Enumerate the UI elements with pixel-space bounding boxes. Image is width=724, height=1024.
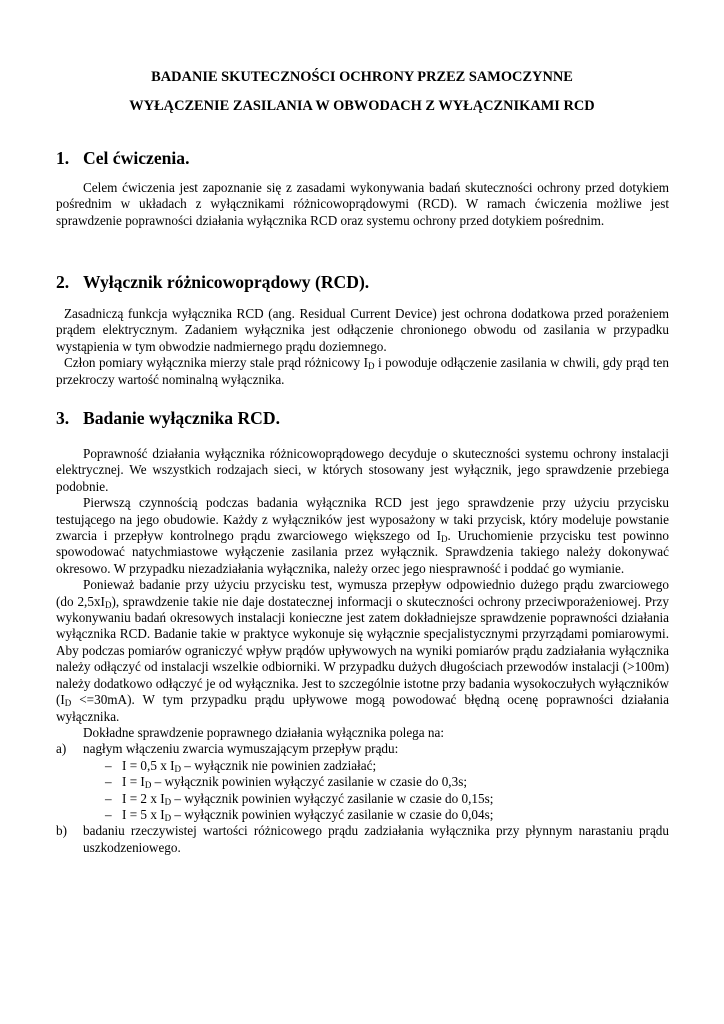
paragraph: Ponieważ badanie przy użyciu przycisku test, wymusza przepływ odpowiednio dużego prądu zwarciowego (do $2,5xI_D$), sprawdzenie takie nie daje dostatecznej informacji o skuteczności ochrony przeciwporażeniowej. Przy wykonywaniu badań okresowych instalacji konieczne jest zatem dokładniejsze sprawdzenie poprawności działania wyłącznika RCD. Badanie takie w praktyce wykonuje się wyłącznie specjalistycznymi przyrządami pomiarowymi. Aby podczas pomiarów ograniczyć wpływ prądów upływowych na wyniki pomiarów prądu zadziałania wyłącznika należy odłączyć od instalacji wszelkie odbiorniki. W przypadku dużych długościach przewodów instalacji (>100m) należy dodatkowo odłączyć je od wyłącznika. Jest to szczególnie istotne przy badania wysokoczułych wyłączników $(I_D <=30mA)$. W tym przypadku prądu upływowe mogą powodować błędną ocenę poprawności działania wyłącznika.	[56, 577, 669, 724]
list-marker: b)	[56, 823, 67, 839]
paragraph: Pierwszą czynnością podczas badania wyłącznika RCD jest jego sprawdzenie przy użyciu przycisku testującego na jego obudowie. Każdy z wyłączników jest wyposażony w taki przycisk, który modeluje powstanie zwarcia i przepływ kontrolnego prądu zwarciowego większego od $I_D$. Uruchomienie przycisku test powinno spowodować natychmiastowe wyłączenie zasilania przez wyłącznik. Sprawdzenia takiego należy dokonywać okresowo. W przypadku niezadziałania wyłącznika, należy orzec jego niesprawność i poddać go wymianie.	[56, 495, 669, 576]
section-number: 1.	[56, 148, 70, 168]
dash-item: – I = 5 x $I_D$ – wyłącznik powinien wyłączyć zasilanie w czasie do 0,04s;	[105, 806, 494, 823]
dash-marker: –	[105, 757, 112, 773]
section-2-heading	[56, 271, 676, 293]
dash-item: – I = 2 x $I_D$ – wyłącznik powinien wyłączyć zasilanie w czasie do 0,15s;	[105, 790, 494, 807]
section-3-heading	[56, 407, 676, 429]
list-marker: a)	[56, 741, 67, 757]
paragraph: Poprawność działania wyłącznika różnicowoprądowego decyduje o skuteczności systemu ochrony instalacji elektrycznej. We wszystkich rodzajach sieci, w których stosowany jest wyłącznik, jego sprawdzenie przebiega podobnie.	[56, 446, 669, 494]
dash-marker: –	[105, 806, 112, 822]
dash-item: – $I = I_D$ – wyłącznik powinien wyłączyć zasilanie w czasie do 0,3s;	[105, 774, 467, 791]
section-1-body	[56, 180, 669, 229]
section-number: 3.	[56, 408, 70, 428]
paragraph: Dokładne sprawdzenie poprawnego działania wyłącznika polega na:	[83, 724, 445, 740]
section-title: Wyłącznik różnicowoprądowy (RCD).	[83, 272, 370, 292]
list-item-text: badaniu rzeczywistej wartości różnicowego prądu zadziałania wyłącznika przy płynnym narastaniu prądu uszkodzeniowego.	[83, 823, 669, 855]
document-title-line-2: WYŁĄCZENIE ZASILANIA W OBWODACH Z WYŁĄCZNIKAMI RCD	[129, 98, 595, 114]
dash-marker: –	[105, 790, 112, 806]
paragraph: Zasadniczą funkcja wyłącznika RCD (ang. Residual Current Device) jest ochrona dodatkowa przed porażeniem prądem elektrycznym. Zadaniem wyłącznika jest odłączenie chronionego obwodu od zasilania w przypadku wystąpienia w tym obwodzie nadmiernego prądu doziemnego.	[56, 306, 669, 354]
section-title: Badanie wyłącznika RCD.	[83, 408, 280, 428]
dash-item: – I = 0,5 x $I_D$ – wyłącznik nie powinien zadziałać;	[105, 757, 377, 774]
paragraph: Człon pomiary wyłącznika mierzy stale prąd różnicowy $I_D$ i powoduje odłączenie zasilania w chwili, gdy prąd ten przekroczy wartość nominalną wyłącznika.	[56, 355, 669, 387]
section-3-body	[56, 446, 669, 856]
section-title: Cel ćwiczenia.	[83, 148, 190, 168]
dash-marker: –	[105, 774, 112, 790]
section-1-heading	[56, 147, 676, 169]
list-item	[56, 741, 669, 757]
section-2-body	[56, 306, 669, 388]
paragraph: Celem ćwiczenia jest zapoznanie się z zasadami wykonywania badań skuteczności ochrony przed dotykiem pośrednim w układach z wyłącznikami różnicowoprądowymi (RCD). W ramach ćwiczenia możliwe jest sprawdzenie poprawności działania wyłącznika RCD oraz systemu ochrony przed dotykiem pośrednim.	[56, 180, 669, 228]
section-number: 2.	[56, 272, 70, 292]
list-item	[56, 823, 669, 856]
list-item-text: nagłym włączeniu zwarcia wymuszającym przepływ prądu:	[83, 741, 399, 757]
document-title-line-1: BADANIE SKUTECZNOŚCI OCHRONY PRZEZ SAMOCZYNNE	[151, 69, 573, 85]
